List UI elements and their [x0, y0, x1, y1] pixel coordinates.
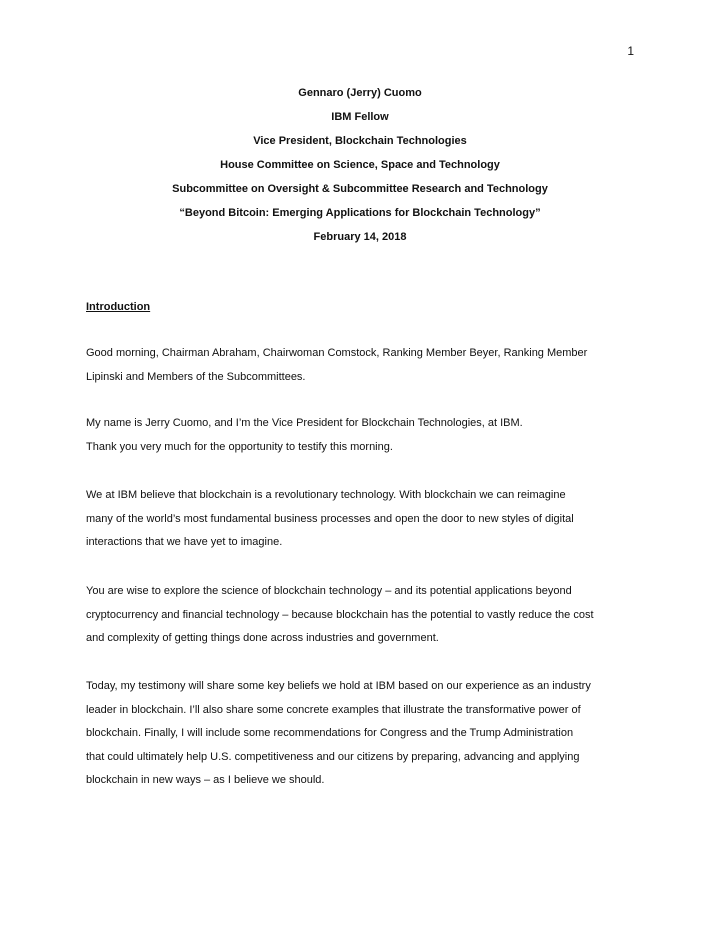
paragraph-line: We at IBM believe that blockchain is a revolutionary technology. With blockchain we can reimagine	[86, 489, 566, 501]
paragraph-line: and complexity of getting things done across industries and government.	[86, 632, 439, 644]
paragraph-line: You are wise to explore the science of blockchain technology – and its potential applications beyond	[86, 585, 572, 597]
header-line-hearing-title: “Beyond Bitcoin: Emerging Applications for Blockchain Technology”	[179, 207, 541, 219]
header-line-role: IBM Fellow	[331, 111, 389, 123]
paragraph-testimony-overview	[86, 675, 646, 793]
paragraph-line: that could ultimately help U.S. competitiveness and our citizens by preparing, advancing and applying	[86, 750, 580, 763]
page-number: 1	[627, 44, 634, 58]
paragraph-line: blockchain. Finally, I will include some recommendations for Congress and the Trump Administration	[86, 727, 574, 739]
header-line-title: Vice President, Blockchain Technologies	[253, 135, 467, 147]
paragraph-exploration	[86, 580, 646, 651]
paragraph-introduction	[86, 412, 646, 459]
testimony-header	[0, 86, 720, 254]
paragraph-line: interactions that we have yet to imagine.	[86, 536, 283, 548]
paragraph-line: many of the world’s most fundamental business processes and open the door to new styles of digital	[86, 512, 574, 525]
section-heading-introduction: Introduction	[86, 301, 151, 313]
header-line-date: February 14, 2018	[313, 231, 407, 243]
paragraph-belief	[86, 484, 646, 555]
paragraph-line: blockchain in new ways – as I believe we should.	[86, 774, 325, 786]
paragraph-line: Thank you very much for the opportunity to testify this morning.	[86, 440, 393, 453]
header-line-name: Gennaro (Jerry) Cuomo	[298, 87, 422, 99]
header-line-committee: House Committee on Science, Space and Technology	[220, 159, 500, 171]
paragraph-line: cryptocurrency and financial technology – because blockchain has the potential to vastly reduce the cost	[86, 608, 594, 621]
paragraph-line: My name is Jerry Cuomo, and I’m the Vice President for Blockchain Technologies, at IBM.	[86, 417, 523, 429]
paragraph-line: Today, my testimony will share some key beliefs we hold at IBM based on our experience as an industry	[86, 680, 591, 692]
paragraph-greeting	[86, 342, 646, 389]
paragraph-line: Good morning, Chairman Abraham, Chairwoman Comstock, Ranking Member Beyer, Ranking Member	[86, 347, 588, 359]
paragraph-line: Lipinski and Members of the Subcommittees.	[86, 370, 306, 383]
paragraph-line: leader in blockchain. I’ll also share some concrete examples that illustrate the transformative power of	[86, 703, 581, 716]
header-line-subcommittee: Subcommittee on Oversight & Subcommittee Research and Technology	[172, 183, 548, 195]
